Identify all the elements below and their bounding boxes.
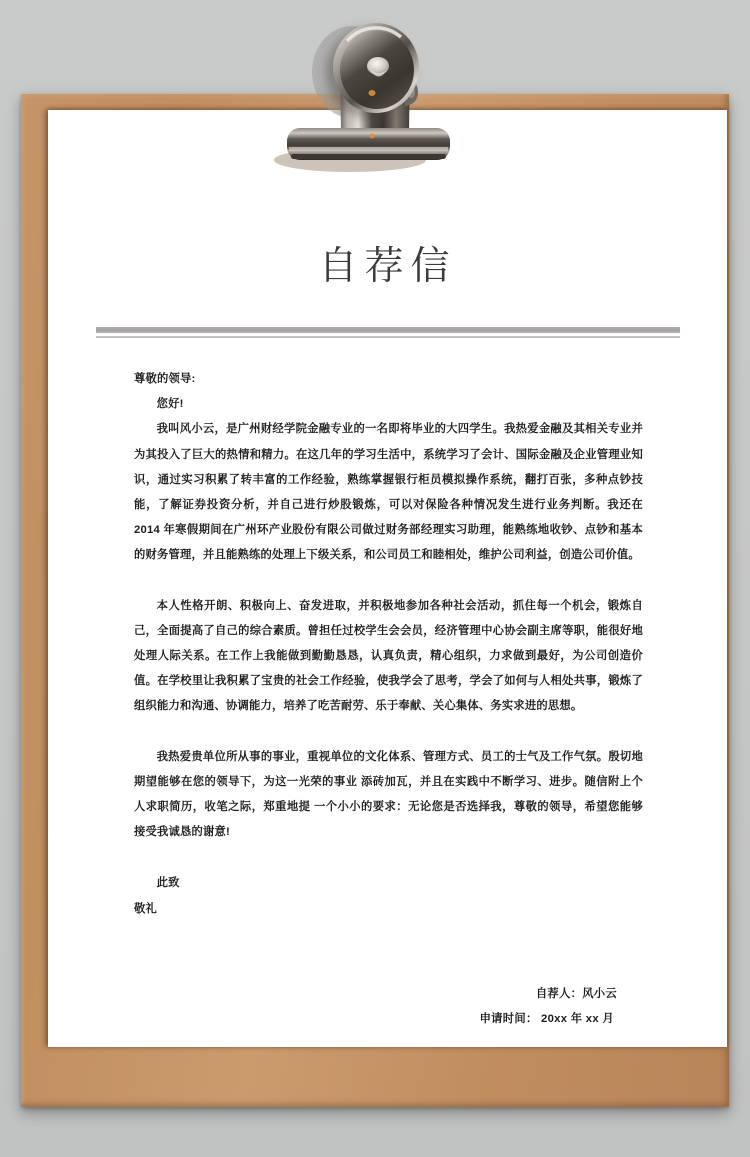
closing-line-2: 敬礼 (134, 902, 157, 915)
closing-line-1: 此致 (156, 877, 180, 890)
closing-block (134, 871, 643, 921)
clip-center-hole-inner (369, 68, 387, 77)
paper-sheet (48, 110, 727, 1047)
letter-body (48, 367, 727, 1033)
page-title: 自荐信 (318, 245, 457, 288)
title-divider (96, 327, 680, 338)
signer-name: 自荐人：风小云 (535, 987, 617, 1000)
paragraph-2: 本人性格开朗、积极向上、奋发进取，并积极地参加各种社会活动，抓住每一个机会，锻炼自己，全面提高了自己的综合素质。曾担任过校学生会会员，经济管理中心协会副主席等职，能很好地处理人际关系。在工作上我能做到勤勤恳恳，认真负责，精心组织，力求做到最好，为公司创造价值。在学校里让我积累了宝贵的社会工作经验，使我学会了思考，学会了如何与人相处共事，锻炼了组织能力和沟通、协调能力，培养了吃苦耐劳、乐于奉献、关心集体、务实求进的思想。 (134, 599, 643, 713)
salutation: 尊敬的领导: (134, 373, 196, 385)
greeting: 您好! (156, 398, 184, 411)
clip-center-hole (367, 57, 389, 75)
signature-block (134, 982, 643, 1033)
application-date: 申请时间： 20xx 年 xx 月 (479, 1013, 614, 1026)
paragraph-3: 我热爱贵单位所从事的事业，重视单位的文化体系、管理方式、员工的士气及工作气氛。殷切地期望能够在您的领导下，为这一光荣的事业 添砖加瓦，并且在实践中不断学习、进步。随信附上个人求职简历，收笔之际，郑重地提 一个小小的要求：无论您是否选择我，尊敬的领导，希望您能够接受我诚恳的谢意! (134, 750, 643, 839)
clip-head-highlight (347, 28, 401, 41)
paragraph-1: 我叫风小云，是广州财经学院金融专业的一名即将毕业的大四学生。我热爱金融及其相关专业并为其投入了巨大的热情和精力。在这几年的学习生活中，系统学习了会计、国际金融及企业管理业知识，通过实习积累了转丰富的工作经验，熟练掌握银行柜员模拟操作系统，翻打百张，多种点钞技能，了解证券投资分析，并自己进行炒股锻炼，可以对保险各种情况发生进行业务判断。我还在 2014 年寒假期间在广州环产业股份有限公司做过财务部经理实习助理，能熟练地收钞、点钞和基本的财务管理，并且能熟练的处理上下级关系，和公司员工和睦相处，维护公司利益，创造公司价值。 (134, 423, 643, 562)
divider-bar-thin (96, 336, 680, 338)
